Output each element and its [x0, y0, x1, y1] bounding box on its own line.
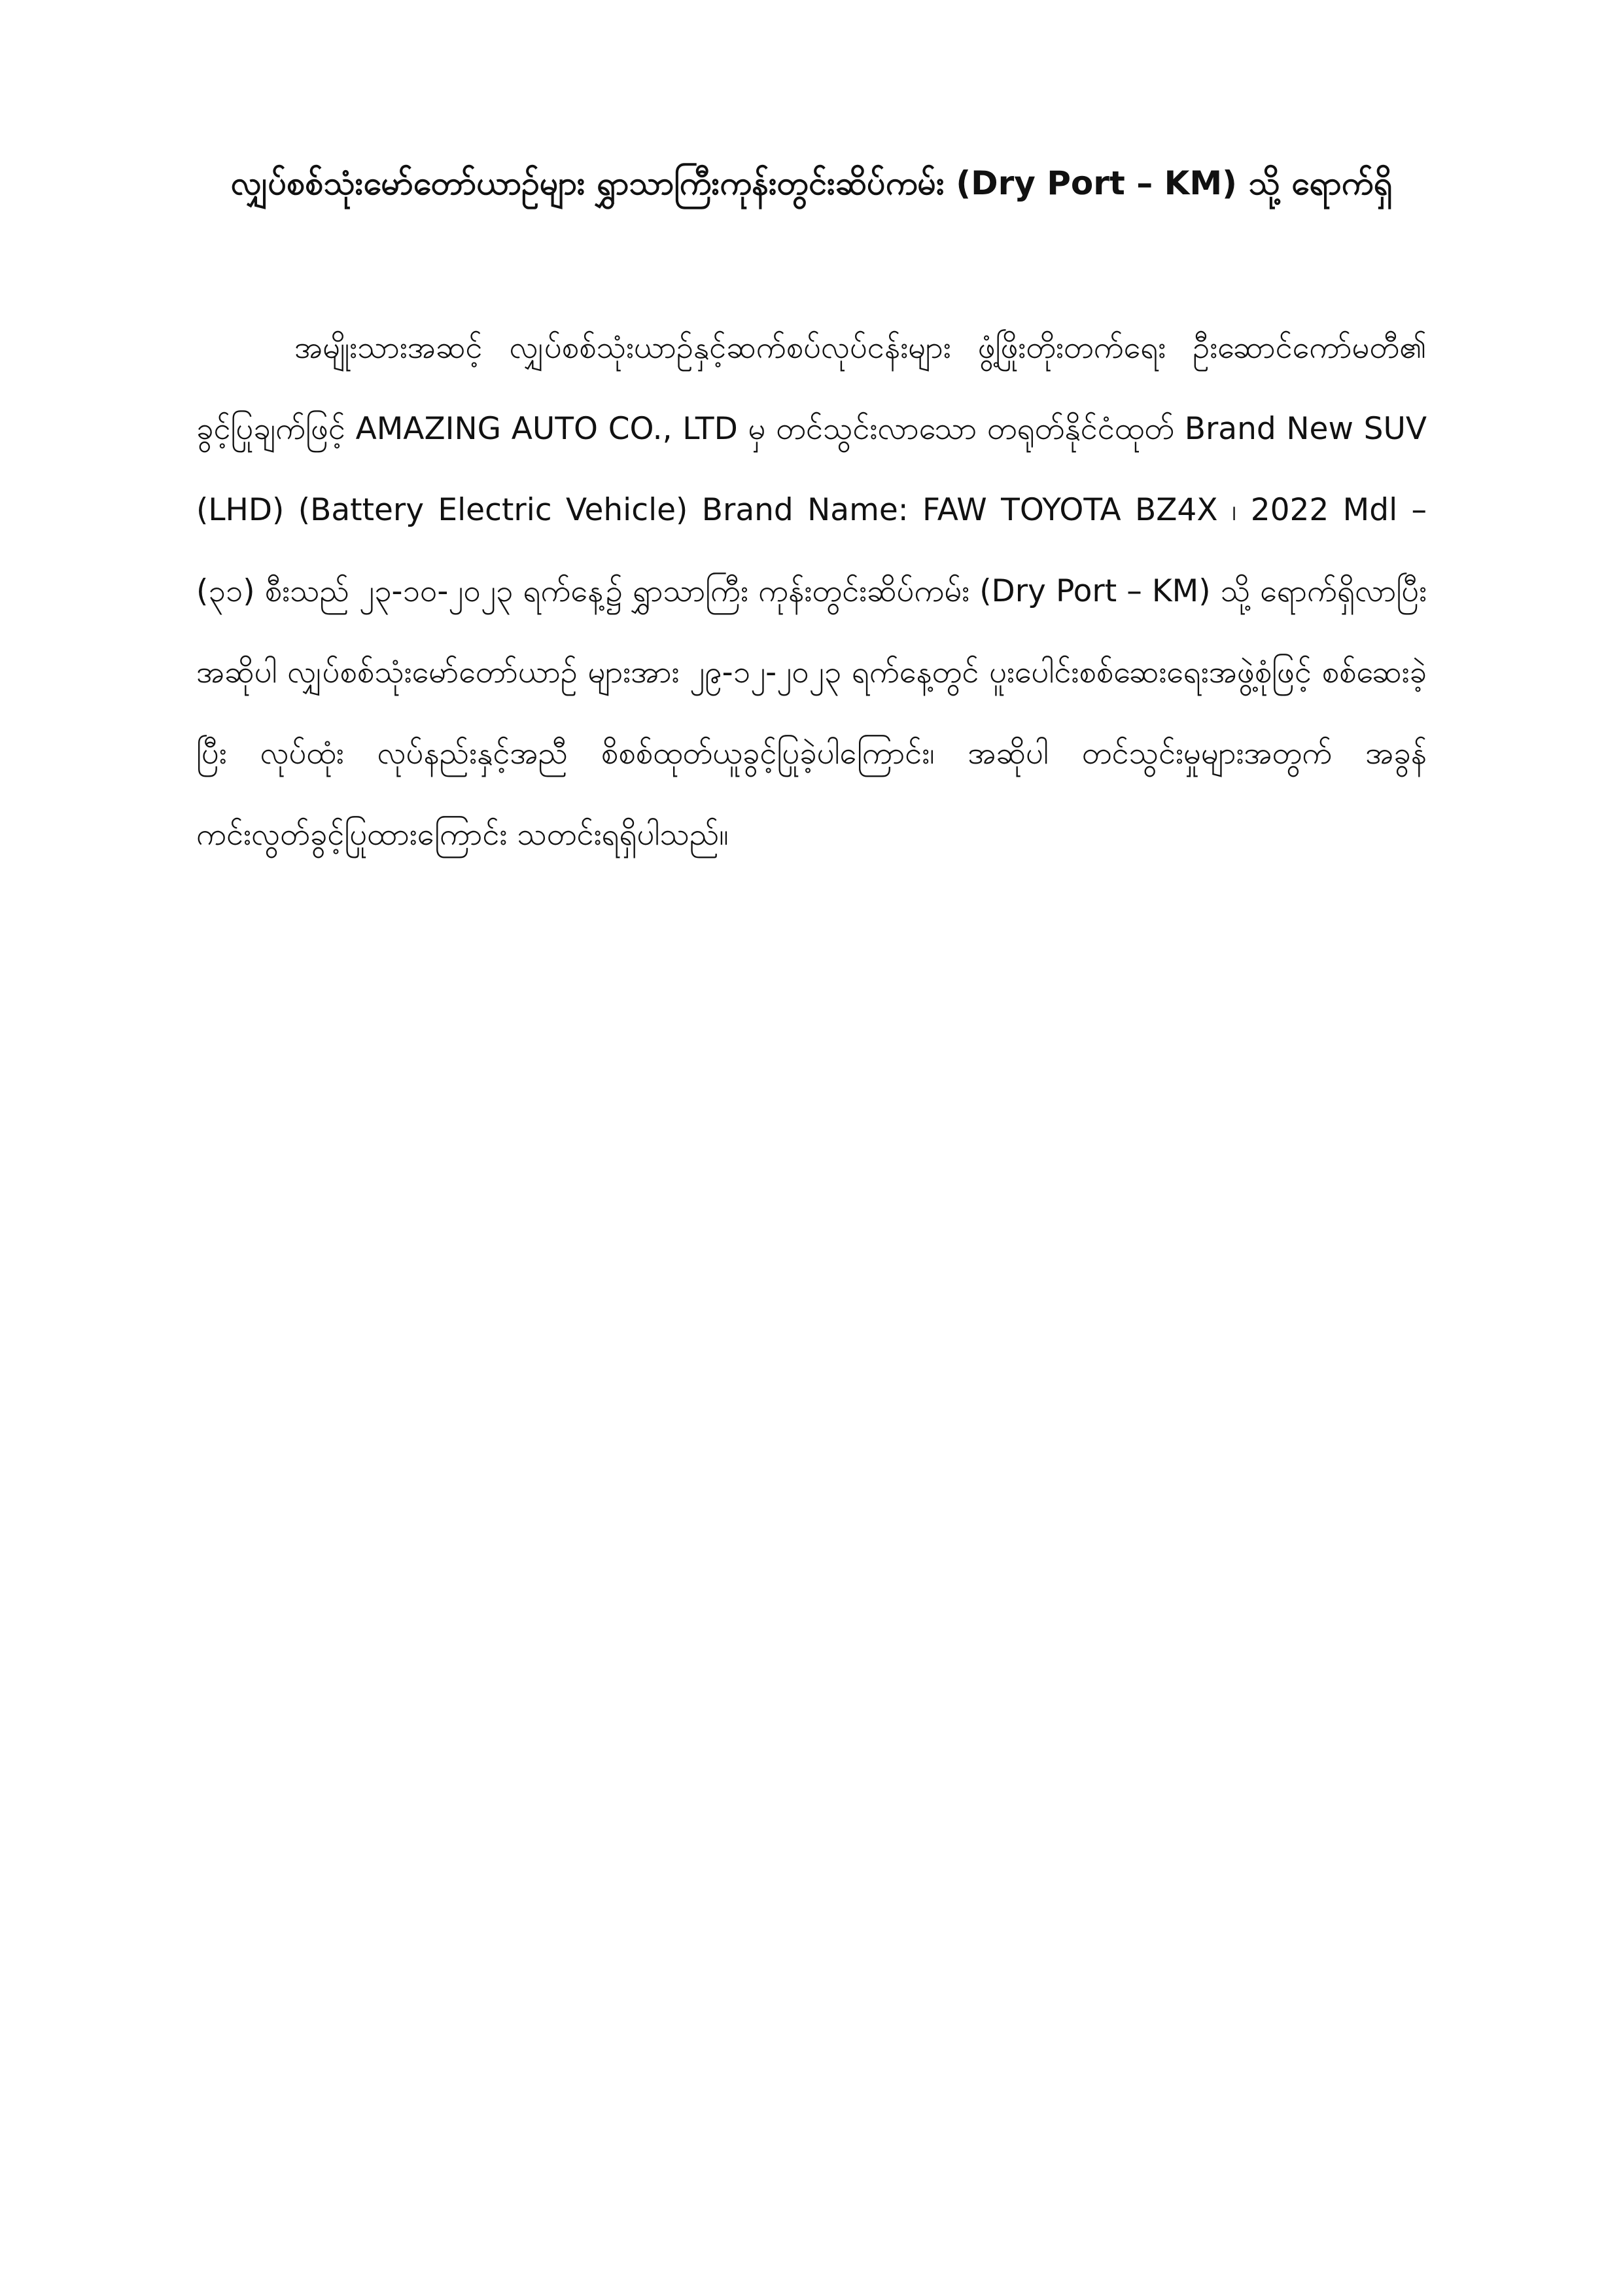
document-title: လျှပ်စစ်သုံးမော်တော်ယာဉ်များ ရွှာသာကြီးကုန်းတွင်းဆိပ်ကမ်း (Dry Port – KM) သို့ ရောက်ရှိ: [230, 164, 1393, 202]
document-body-paragraph: အမျိုးသားအဆင့် လျှပ်စစ်သုံးယာဉ်နှင့်ဆက်စပ်လုပ်ငန်းများ ဖွံ့ဖြိုးတိုးတက်ရေး ဦးဆောင်ကော်မတီ၏ ခွင့်ပြုချက်ဖြင့် AMAZING AUTO CO., LTD မှ တင်သွင်းလာသော တရုတ်နိုင်ငံထုတ် Brand New SUV (LHD) (Battery Electric Vehicle) Brand Name: FAW TOYOTA BZ4X ၊ 2022 Mdl – (၃၁) စီးသည် ၂၃-၁၀-၂၀၂၃ ရက်နေ့၌ ရွှာသာကြီး ကုန်းတွင်းဆိပ်ကမ်း (Dry Port – KM) သို့ ရောက်ရှိလာပြီး အဆိုပါ လျှပ်စစ်သုံးမော်တော်ယာဉ် များအား ၂၉-၁၂-၂၀၂၃ ရက်နေ့တွင် ပူးပေါင်းစစ်ဆေးရေးအဖွဲ့စုံဖြင့် စစ်ဆေးခဲ့ပြီး လုပ်ထုံး လုပ်နည်းနှင့်အညီ စိစစ်ထုတ်ယူခွင့်ပြုခဲ့ပါကြောင်း၊ အဆိုပါ တင်သွင်းမှုများအတွက် အခွန် ကင်းလွတ်ခွင့်ပြုထားကြောင်း သတင်းရရှိပါသည်။: [196, 330, 1427, 853]
